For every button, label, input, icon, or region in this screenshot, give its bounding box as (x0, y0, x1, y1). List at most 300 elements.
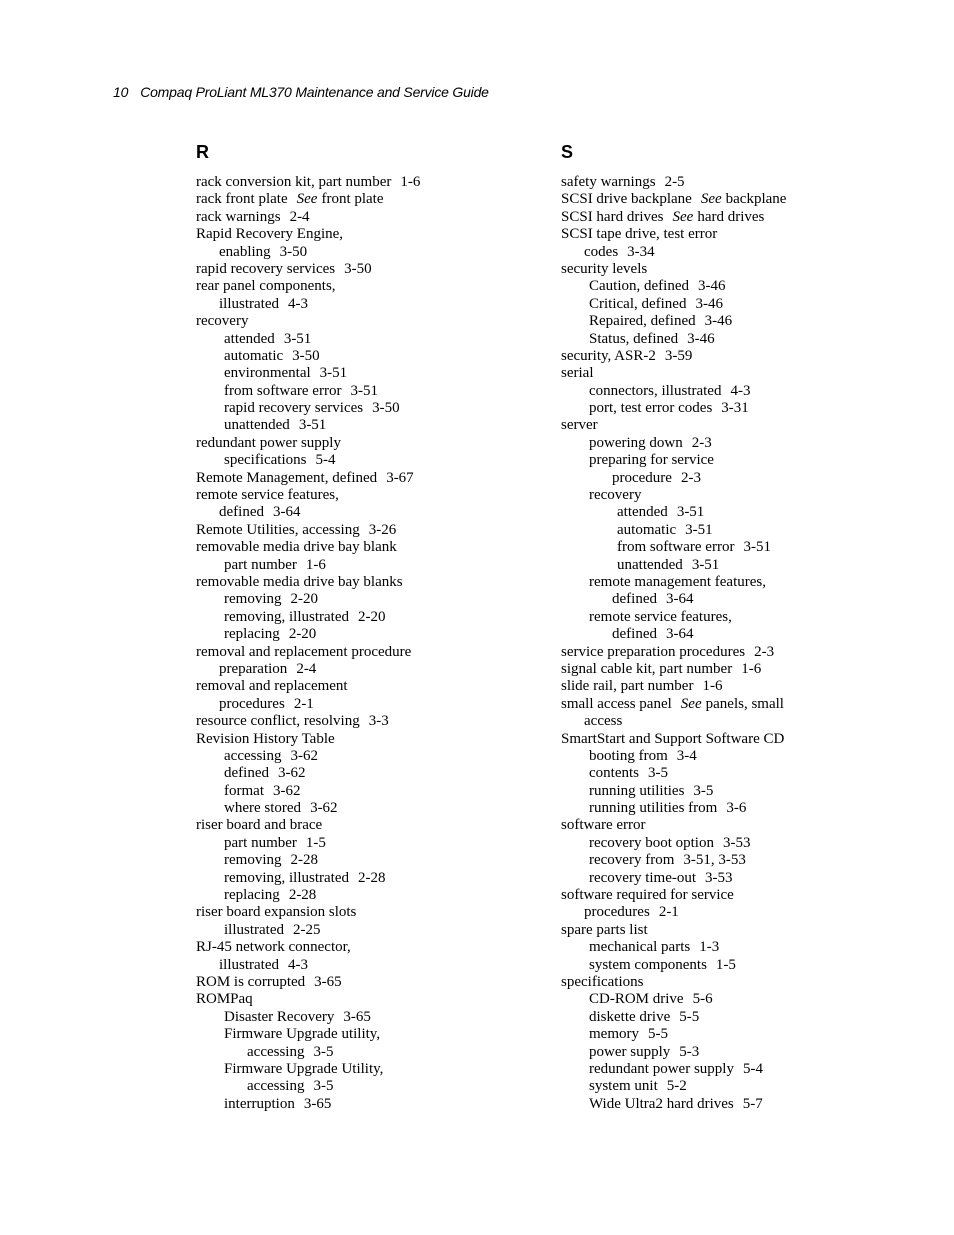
index-entry (561, 644, 931, 661)
page-reference: 3-51, 3-53 (683, 852, 746, 869)
index-entry (561, 417, 931, 434)
entry-text: service preparation procedures (561, 643, 746, 660)
entry-text: CD-ROM drive (589, 991, 684, 1008)
page-reference: 2-20 (357, 608, 386, 625)
page-reference: 1-5 (305, 834, 326, 851)
entry-text: redundant power supply (589, 1060, 734, 1077)
page-reference: 3-46 (697, 278, 726, 295)
entry-text: codes (584, 243, 619, 260)
entry-text: mechanical parts (589, 939, 691, 956)
entry-text: automatic (224, 347, 284, 364)
page-reference: 3-53 (705, 869, 733, 886)
index-entry (561, 922, 931, 939)
index-entry (561, 748, 931, 765)
index-entry (561, 1061, 931, 1078)
entry-text: from software error (224, 382, 342, 399)
page-reference: 3-34 (627, 243, 655, 260)
page-reference: 2-1 (293, 695, 314, 712)
index-entry (196, 365, 526, 382)
entry-text: preparation (219, 660, 288, 677)
index-entry (196, 400, 526, 417)
entry-text: system components (589, 956, 707, 973)
entry-text: rear panel components, (196, 278, 336, 295)
page-reference: 2-1 (658, 904, 679, 921)
index-entry (196, 748, 526, 765)
page-reference: 5-4 (315, 452, 336, 469)
entry-text: automatic (617, 521, 677, 538)
index-entry (196, 609, 526, 626)
entry-text: illustrated (219, 295, 279, 312)
index-entry (561, 1096, 931, 1113)
entry-text: signal cable kit, part number (561, 660, 733, 677)
page-reference: 3-26 (368, 521, 397, 538)
index-entry (196, 1026, 526, 1043)
page-reference: 3-6 (726, 800, 747, 817)
entry-text: replacing (224, 626, 280, 643)
page-reference: 2-4 (296, 660, 317, 677)
entry-text: removing, illustrated (224, 608, 349, 625)
index-entry (196, 957, 526, 974)
entry-text: port, test error codes (589, 400, 713, 417)
index-entry (561, 713, 931, 730)
index-entry (196, 626, 526, 643)
entry-text: environmental (224, 365, 311, 382)
page-reference: 4-3 (730, 382, 751, 399)
entry-text: spare parts list (561, 921, 648, 938)
index-entry (561, 591, 931, 608)
entry-text: contents (589, 765, 639, 782)
index-entry (561, 609, 931, 626)
index-entry (196, 852, 526, 869)
entry-text: serial (561, 365, 594, 382)
see-label: See (680, 695, 702, 712)
index-entry (196, 1044, 526, 1061)
page-reference: 5-2 (666, 1078, 687, 1095)
index-entry (196, 661, 526, 678)
index-entry (196, 557, 526, 574)
page-reference: 3-65 (303, 1095, 332, 1112)
page-reference: 2-4 (289, 208, 310, 225)
page-reference: 3-65 (314, 973, 342, 990)
entry-text: accessing (247, 1043, 305, 1060)
entry-text: removal and replacement (196, 678, 348, 695)
index-entry (196, 1096, 526, 1113)
page-reference: 3-46 (687, 330, 715, 347)
entry-text: defined (224, 765, 269, 782)
page-reference: 3-67 (386, 469, 414, 486)
index-entry (196, 539, 526, 556)
index-entry (561, 226, 931, 243)
index-entry (561, 957, 931, 974)
page-reference: 2-3 (691, 434, 712, 451)
index-entry (561, 174, 931, 191)
entry-text: slide rail, part number (561, 678, 694, 695)
index-entry (561, 348, 931, 365)
entry-text: interruption (224, 1095, 295, 1112)
page-reference: 1-6 (400, 174, 421, 190)
index-entry (561, 731, 931, 748)
entry-text: accessing (224, 747, 282, 764)
entry-text: defined (612, 591, 657, 608)
index-entry (196, 487, 526, 504)
page-reference: 3-51 (350, 382, 378, 399)
index-section-r (196, 142, 526, 1113)
entry-text: procedures (219, 695, 285, 712)
entry-text: small access panel (561, 695, 672, 712)
entry-text: illustrated (219, 956, 279, 973)
page-reference: 3-64 (665, 591, 694, 608)
page-reference: 5-6 (692, 991, 713, 1008)
page-reference: 3-64 (272, 504, 301, 521)
page-reference: 3-51 (298, 417, 327, 434)
page-reference: 3-5 (313, 1043, 334, 1060)
index-entry (561, 974, 931, 991)
see-label: See (700, 191, 722, 208)
index-entry (561, 765, 931, 782)
page-reference: 4-3 (288, 956, 308, 973)
see-target: front plate (321, 191, 384, 208)
entry-text: attended (224, 330, 275, 347)
index-entry (561, 452, 931, 469)
entry-text: Critical, defined (589, 295, 687, 312)
index-entry (196, 713, 526, 730)
index-entry (561, 904, 931, 921)
entry-text: resource conflict, resolving (196, 713, 360, 730)
entry-text: Remote Management, defined (196, 469, 378, 486)
entry-text: SCSI hard drives (561, 208, 664, 225)
page-reference: 5-5 (679, 1008, 700, 1025)
entry-text: removing, illustrated (224, 869, 349, 886)
index-entry (196, 452, 526, 469)
entry-text: remote service features, (196, 487, 339, 504)
entry-text: Status, defined (589, 330, 679, 347)
page-reference: 1-6 (741, 660, 762, 677)
index-entry (196, 348, 526, 365)
running-header (113, 84, 489, 100)
page-reference: 3-64 (665, 626, 694, 643)
entry-text: rack warnings (196, 208, 281, 225)
entry-text: defined (219, 504, 264, 521)
index-entry (561, 887, 931, 904)
index-entry (561, 1009, 931, 1026)
page-reference: 3-50 (292, 347, 320, 364)
entry-text: memory (589, 1026, 639, 1043)
page-reference: 1-6 (702, 678, 723, 695)
index-entry (561, 278, 931, 295)
index-entry (196, 904, 526, 921)
index-entry (196, 591, 526, 608)
entry-text: Firmware Upgrade utility, (224, 1026, 381, 1043)
page-reference: 1-3 (699, 939, 720, 956)
entry-text: diskette drive (589, 1008, 671, 1025)
entry-text: ROMPaq (196, 991, 253, 1008)
index-entry (196, 504, 526, 521)
entry-text: riser board and brace (196, 817, 323, 834)
see-target: panels, small (705, 695, 784, 712)
entry-text: Firmware Upgrade Utility, (224, 1060, 384, 1077)
page-reference: 3-62 (310, 800, 338, 817)
index-entry (561, 835, 931, 852)
index-entry (561, 435, 931, 452)
page-reference: 2-3 (680, 469, 701, 486)
index-entry (561, 504, 931, 521)
entry-text: replacing (224, 887, 280, 904)
section-letter: R (196, 142, 209, 162)
entry-text: SCSI tape drive, test error (561, 226, 718, 243)
page-reference: 5-5 (648, 1026, 668, 1043)
index-entry (561, 261, 931, 278)
entry-text: accessing (247, 1078, 305, 1095)
page-reference: 1-6 (305, 556, 326, 573)
entry-text: removing (224, 852, 282, 869)
index-entry (561, 557, 931, 574)
entry-text: recovery boot option (589, 834, 714, 851)
index-entry (561, 870, 931, 887)
entry-text: Rapid Recovery Engine, (196, 226, 344, 243)
page-reference: 5-7 (742, 1095, 763, 1112)
see-target: hard drives (697, 208, 765, 225)
entry-text: removal and replacement procedure (196, 643, 412, 660)
index-entry (561, 522, 931, 539)
entry-text: part number (224, 556, 297, 573)
index-entry (196, 209, 526, 226)
see-label: See (296, 191, 318, 208)
index-entry (196, 417, 526, 434)
entry-text: power supply (589, 1043, 671, 1060)
index-entry (561, 661, 931, 678)
page-reference: 3-4 (676, 747, 697, 764)
entry-text: preparing for service (589, 452, 714, 469)
index-entry (561, 400, 931, 417)
entry-text: specifications (561, 973, 644, 990)
entry-text: Remote Utilities, accessing (196, 521, 360, 538)
entry-text: rapid recovery services (224, 400, 364, 417)
index-entry (196, 244, 526, 261)
index-entry (196, 191, 526, 208)
page-reference: 3-62 (272, 782, 301, 799)
page-reference: 5-3 (679, 1043, 700, 1060)
index-entry (561, 539, 931, 556)
entry-text: recovery from (589, 852, 675, 869)
entry-text: enabling (219, 243, 271, 260)
page-reference: 3-53 (722, 834, 751, 851)
page-reference: 3-50 (344, 260, 372, 277)
index-entry (561, 331, 931, 348)
entry-text: rack conversion kit, part number (196, 174, 392, 190)
page-reference: 3-5 (693, 782, 714, 799)
see-label: See (672, 208, 694, 225)
page-reference: 3-51 (691, 556, 720, 573)
entry-text: recovery (589, 487, 642, 504)
index-entry (196, 887, 526, 904)
entry-text: where stored (224, 800, 302, 817)
entry-text: security levels (561, 260, 648, 277)
index-entry (196, 174, 526, 191)
entry-text: Wide Ultra2 hard drives (589, 1095, 734, 1112)
page-reference: 3-46 (704, 313, 733, 330)
entry-text: SCSI drive backplane (561, 191, 692, 208)
entry-text: unattended (224, 417, 290, 434)
entry-text: rapid recovery services (196, 260, 336, 277)
page-reference: 3-51 (743, 539, 771, 556)
index-entry (196, 1078, 526, 1095)
index-entry (561, 296, 931, 313)
entry-text: removing (224, 591, 282, 608)
entry-text: format (224, 782, 264, 799)
entry-text: riser board expansion slots (196, 904, 357, 921)
index-entry (196, 644, 526, 661)
page-reference: 2-20 (290, 591, 318, 608)
page-reference: 4-3 (288, 295, 308, 312)
entry-text: redundant power supply (196, 434, 341, 451)
index-entry (561, 209, 931, 226)
page-reference: 5-4 (742, 1060, 763, 1077)
index-entry (561, 1078, 931, 1095)
index-entry (196, 574, 526, 591)
index-entry (196, 522, 526, 539)
index-entry (196, 783, 526, 800)
page-reference: 3-62 (277, 765, 306, 782)
entry-text: remote service features, (589, 608, 732, 625)
entry-text: unattended (617, 556, 683, 573)
page-reference: 2-28 (290, 852, 318, 869)
page-reference: 3-5 (313, 1078, 334, 1095)
entry-text: procedure (612, 469, 672, 486)
entry-text: running utilities from (589, 800, 718, 817)
entry-text: booting from (589, 747, 668, 764)
index-entry (196, 1061, 526, 1078)
entry-text: removable media drive bay blanks (196, 573, 403, 590)
index-entry (196, 991, 526, 1008)
page-reference: 1-5 (715, 956, 736, 973)
page-reference: 2-25 (293, 921, 321, 938)
entry-text: RJ-45 network connector, (196, 939, 351, 956)
index-entry (561, 191, 931, 208)
index-entry (196, 939, 526, 956)
index-entry (196, 383, 526, 400)
index-entries (196, 174, 526, 1113)
index-entry (561, 487, 931, 504)
index-entry (196, 870, 526, 887)
entry-text: ROM is corrupted (196, 973, 306, 990)
entry-text: Disaster Recovery (224, 1008, 335, 1025)
index-entry (561, 852, 931, 869)
index-entry (196, 835, 526, 852)
page-reference: 3-51 (676, 504, 705, 521)
index-entry (196, 313, 526, 330)
entry-text: safety warnings (561, 174, 656, 190)
index-entry (196, 278, 526, 295)
index-entry (561, 244, 931, 261)
index-entry (196, 435, 526, 452)
index-entry (561, 574, 931, 591)
index-entry (561, 991, 931, 1008)
entry-text: illustrated (224, 921, 284, 938)
page-reference: 2-5 (664, 174, 685, 190)
page-reference: 3-50 (279, 243, 308, 260)
index-entry (561, 383, 931, 400)
page-reference: 3-51 (319, 365, 348, 382)
index-entry (196, 974, 526, 991)
index-entry (561, 313, 931, 330)
page-reference: 3-46 (695, 295, 723, 312)
entry-text: remote management features, (589, 573, 766, 590)
index-entry (196, 1009, 526, 1026)
guide-title: Compaq ProLiant ML370 Maintenance and Service Guide (140, 84, 489, 100)
page-reference: 3-51 (283, 330, 312, 347)
index-entry (196, 731, 526, 748)
page-reference: 3-3 (368, 713, 389, 730)
index-entry (561, 626, 931, 643)
index-section-s (561, 142, 931, 1113)
index-entry (561, 800, 931, 817)
page-reference: 3-62 (290, 747, 318, 764)
entry-text: connectors, illustrated (589, 382, 722, 399)
page-reference: 3-65 (343, 1008, 371, 1025)
section-letter: S (561, 142, 574, 162)
page-reference: 2-20 (288, 626, 317, 643)
entry-text: procedures (584, 904, 650, 921)
entry-text: attended (617, 504, 668, 521)
page-reference: 3-59 (664, 347, 693, 364)
page-reference: 2-28 (288, 887, 317, 904)
index-entry (561, 1044, 931, 1061)
page-reference: 3-5 (648, 765, 668, 782)
index-entry (561, 470, 931, 487)
index-entry (561, 1026, 931, 1043)
index-entry (196, 470, 526, 487)
page-reference: 3-50 (372, 400, 400, 417)
entry-text: system unit (589, 1078, 658, 1095)
entry-text: access (584, 713, 623, 730)
index-entry (196, 696, 526, 713)
index-entry (196, 331, 526, 348)
see-target: backplane (725, 191, 787, 208)
entry-text: recovery time-out (589, 869, 697, 886)
index-entry (561, 365, 931, 382)
entry-text: defined (612, 626, 657, 643)
index-entry (196, 296, 526, 313)
index-entry (196, 922, 526, 939)
entry-text: removable media drive bay blank (196, 539, 397, 556)
entry-text: Revision History Table (196, 730, 335, 747)
index-entry (196, 678, 526, 695)
page-reference: 3-51 (685, 521, 713, 538)
entry-text: security, ASR-2 (561, 347, 656, 364)
page-number: 10 (113, 84, 129, 100)
index-entry (561, 817, 931, 834)
page-reference: 2-28 (357, 869, 386, 886)
entry-text: Caution, defined (589, 278, 689, 295)
index-entry (561, 783, 931, 800)
entry-text: specifications (224, 452, 307, 469)
entry-text: part number (224, 834, 297, 851)
entry-text: from software error (617, 539, 735, 556)
index-entry (196, 817, 526, 834)
entry-text: powering down (589, 434, 683, 451)
index-entry (561, 678, 931, 695)
index-entries (561, 174, 931, 1113)
entry-text: software required for service (561, 887, 734, 904)
index-entry (196, 765, 526, 782)
index-entry (196, 800, 526, 817)
index-entry (561, 939, 931, 956)
entry-text: Repaired, defined (589, 313, 696, 330)
entry-text: software error (561, 817, 646, 834)
page-reference: 2-3 (754, 643, 775, 660)
entry-text: recovery (196, 313, 249, 330)
entry-text: rack front plate (196, 191, 288, 208)
